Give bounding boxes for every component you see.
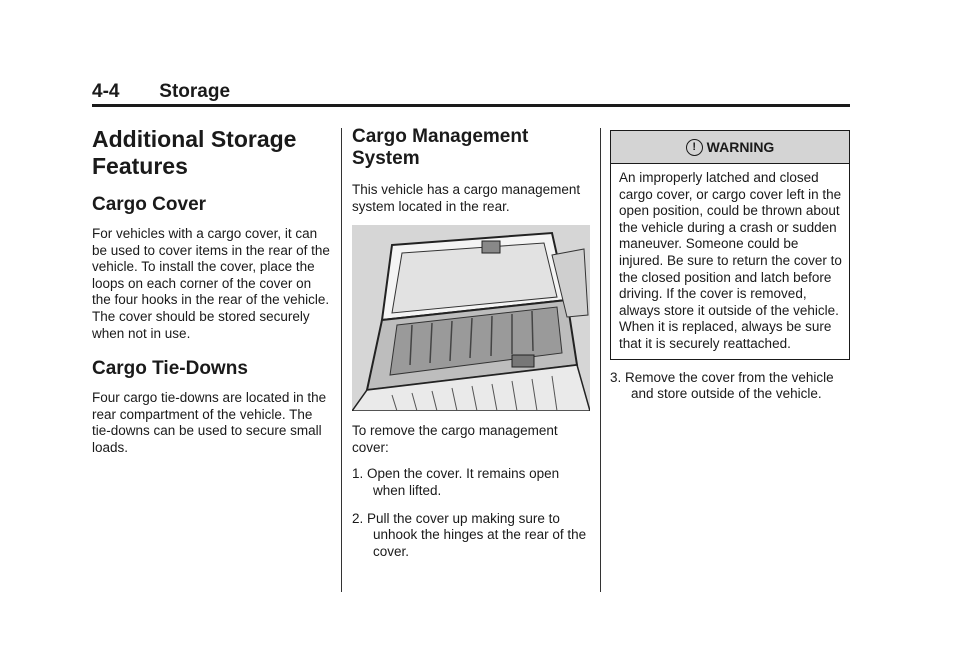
step-item: 1. Open the cover. It remains open when lifted. — [352, 466, 560, 498]
column-divider — [341, 128, 342, 592]
warning-text: An improperly latched and closed cargo cover, or cargo cover left in the open position, could be thrown about the vehicle during a crash or sudden maneuver. Someone could be injured. Be sure to return the cover to the closed position and latch before driving. If the cover is removed, always store it outside of the vehicle. When it is replaced, always be sure that it is securely reattached. — [619, 170, 842, 351]
removal-intro: To remove the cargo management cover: — [352, 423, 558, 455]
page-number: 4-4 — [92, 81, 120, 102]
cargo-cover-text: For vehicles with a cargo cover, it can be used to cover items in the rear of the vehicle. To install the cover, place the loops on each corner of the cover on the four hooks in the rear of the vehicle. The cover should be stored securely when not in use. — [92, 226, 330, 341]
column-right — [610, 126, 850, 414]
step-item: 2. Pull the cover up making sure to unhook the hinges at the rear of the cover. — [352, 510, 587, 559]
page-header — [92, 80, 850, 107]
removal-steps — [352, 466, 590, 560]
section-title: Storage — [159, 81, 231, 102]
removal-steps-continued — [610, 370, 850, 403]
warning-title: WARNING — [706, 139, 775, 155]
warning-box — [610, 130, 850, 360]
tie-downs-text: Four cargo tie-downs are located in the rear compartment of the vehicle. The tie-downs can be used to secure small loads. — [92, 390, 327, 455]
warning-header — [611, 131, 849, 164]
section-heading-additional-storage: Additional Storage Features — [92, 126, 297, 179]
column-left — [92, 126, 332, 457]
heading-cargo-tie-downs: Cargo Tie-Downs — [92, 358, 248, 380]
heading-cargo-cover: Cargo Cover — [92, 194, 207, 215]
step-item: 3. Remove the cover from the vehicle and store outside of the vehicle. — [610, 369, 834, 402]
cargo-area-illustration — [352, 225, 590, 411]
heading-cargo-management-system: Cargo Management System — [352, 126, 529, 169]
warning-circle-icon: ! — [686, 139, 703, 156]
cargo-management-intro: This vehicle has a cargo management system located in the rear. — [352, 182, 581, 214]
column-middle — [352, 126, 590, 571]
column-divider — [600, 128, 601, 592]
